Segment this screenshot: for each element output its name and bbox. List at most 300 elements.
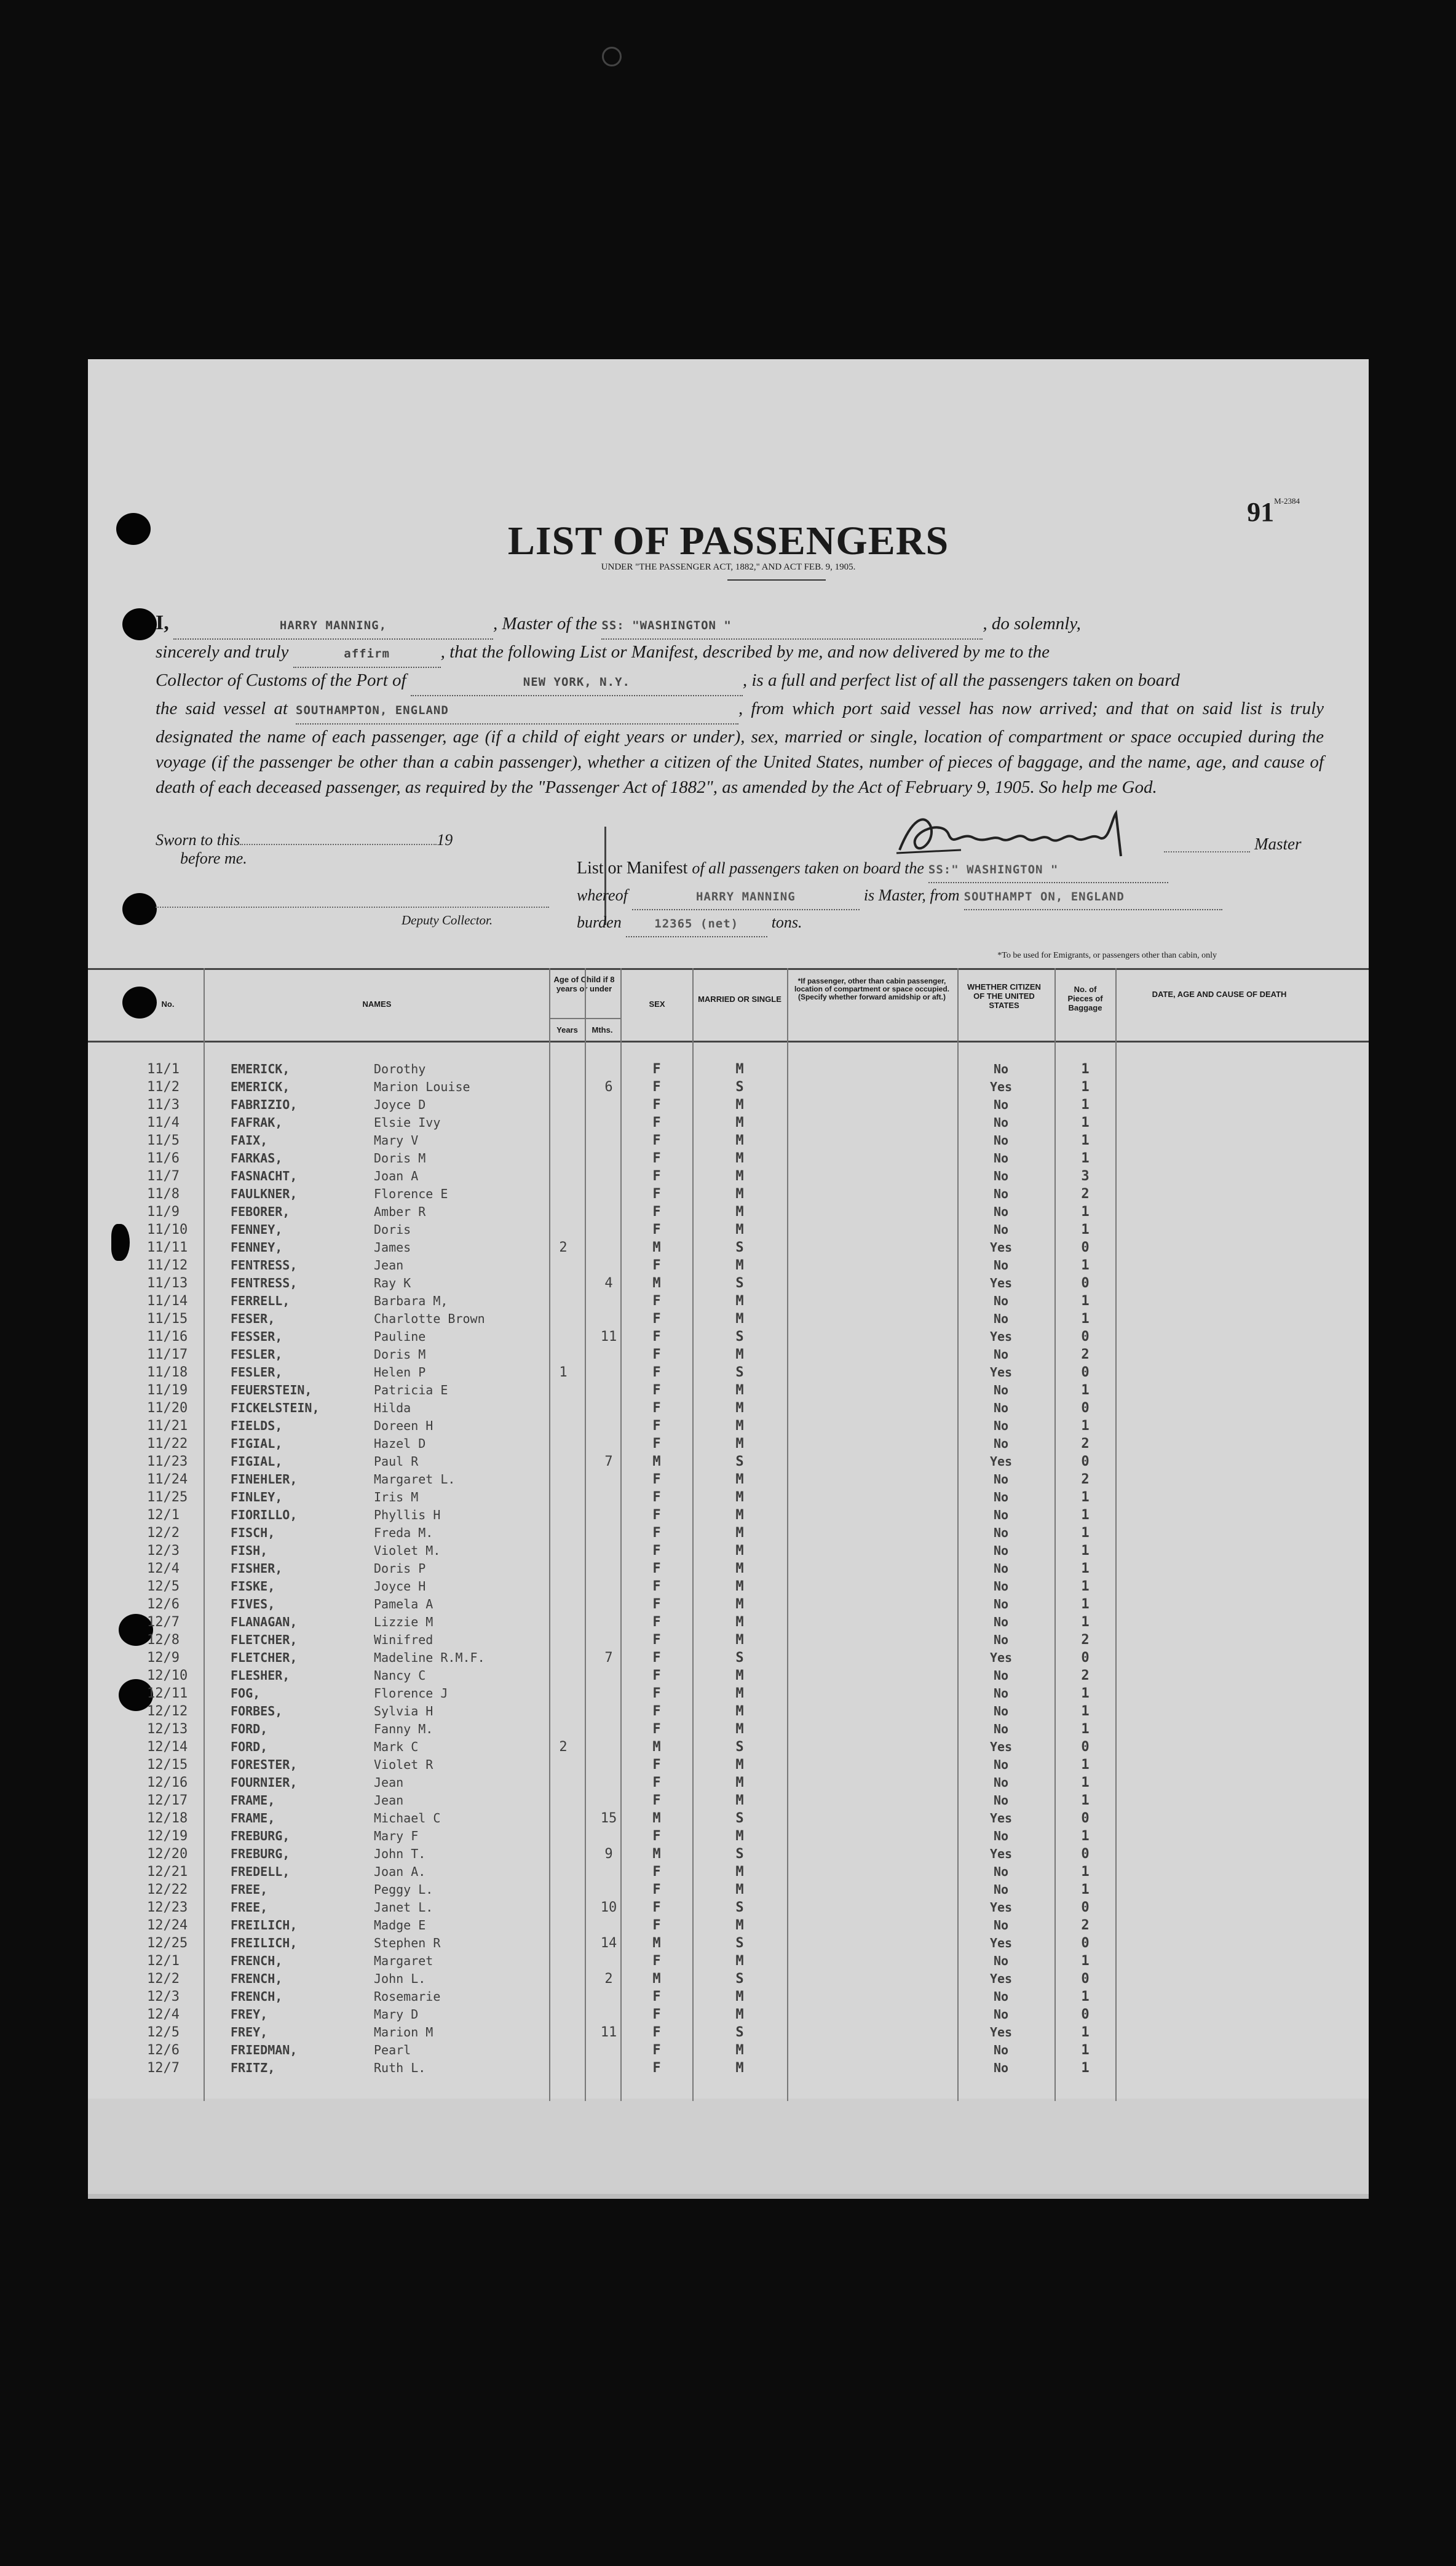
row-sex: F [652,1097,661,1113]
table-row [88,1899,1369,1917]
row-marital-status: S [735,1079,744,1095]
row-sex: F [652,1472,661,1487]
row-marital-status: S [735,1900,744,1915]
row-given-name: Doris M [374,1347,426,1362]
row-sex: F [652,1668,661,1683]
row-sex: F [652,1775,661,1790]
row-surname: FRENCH, [231,1971,283,1986]
row-given-name: Sylvia H [374,1704,433,1718]
row-baggage: 0 [1081,1936,1090,1951]
row-given-name: James [374,1240,411,1255]
table-row [88,2059,1369,2077]
row-given-name: Ray K [374,1276,411,1290]
table-row [88,1613,1369,1631]
row-baggage: 1 [1081,1525,1090,1541]
header-baggage: No. of Pieces of Baggage [1067,985,1103,1012]
row-surname: FORD, [231,1722,268,1736]
row-age-years: 1 [559,1365,568,1380]
row-sex: F [652,1650,661,1666]
punch-hole [122,608,157,640]
row-surname: FAULKNER, [231,1186,298,1201]
row-surname: FREY, [231,2007,268,2022]
row-baggage: 3 [1081,1169,1090,1184]
row-given-name: Doreen H [374,1418,433,1433]
master-oath: I, HARRY MANNING, , Master of the SS: "WASHINGTON " , do solemnly, sincerely and truly affirm , that the following List or Manifest, described by me, and now delivered by me to the Collector of Customs of the Port of NEW YORK, N.Y. , is a full and perfect list of all the passengers taken on board the said vessel at SOUTHAMPTON, ENGLAND , from which port said vessel has now arrived; and that on said list is truly designated the name of each passenger, age (if a child of eight years or under), sex, married or single, location of compartment or space occupied during the voyage (if the passenger be other than a cabin passenger), whether a citizen of the United States, number of pieces of baggage, and the name, age, and cause of death of each deceased passenger, as required by the "Passenger Act of 1882", as amended by the Act of February 9, 1905. So help me God. [156,611,1324,797]
table-row [88,1988,1369,2006]
table-row [88,1952,1369,1970]
row-number: 12/16 [147,1775,188,1790]
row-marital-status: M [735,1918,744,1933]
row-sex: M [652,1971,661,1987]
table-row [88,1310,1369,1328]
row-surname: FRAME, [231,1811,275,1825]
row-number: 11/18 [147,1365,188,1380]
row-given-name: Hazel D [374,1436,426,1451]
row-baggage: 2 [1081,1347,1090,1362]
row-baggage: 1 [1081,1829,1090,1844]
row-surname: FORD, [231,1739,268,1754]
table-row [88,2024,1369,2041]
table-row [88,1649,1369,1667]
row-number: 11/16 [147,1329,188,1345]
header-names: NAMES [362,999,392,1009]
row-sex: F [652,1543,661,1559]
row-number: 12/14 [147,1739,188,1755]
deputy-signature-line [156,907,549,908]
table-row [88,1917,1369,1934]
row-sex: F [652,1882,661,1897]
row-marital-status: M [735,1597,744,1612]
row-surname: FLANAGAN, [231,1615,298,1629]
header-no: No. [161,999,175,1009]
row-baggage: 1 [1081,1293,1090,1309]
row-sex: F [652,1525,661,1541]
row-sex: F [652,1686,661,1701]
row-citizen: No [993,1347,1009,1362]
row-sex: F [652,1436,661,1452]
row-baggage: 1 [1081,1722,1090,1737]
row-citizen: No [993,1383,1009,1397]
table-row [88,1399,1369,1417]
row-given-name: Helen P [374,1365,426,1380]
row-given-name: Hilda [374,1400,411,1415]
row-given-name: Nancy C [374,1668,426,1683]
row-citizen: No [993,1472,1009,1487]
row-marital-status: M [735,1169,744,1184]
table-row [88,1185,1369,1203]
row-number: 12/1 [147,1507,180,1523]
table-row [88,1524,1369,1542]
row-baggage: 0 [1081,1365,1090,1380]
row-baggage: 1 [1081,1864,1090,1880]
row-citizen: No [993,1722,1009,1736]
row-surname: FREY, [231,2025,268,2040]
row-sex: F [652,2043,661,2058]
row-sex: F [652,1062,661,1077]
table-row [88,1328,1369,1346]
row-citizen: No [993,1597,1009,1611]
row-number: 11/13 [147,1276,188,1291]
row-baggage: 1 [1081,1704,1090,1719]
row-marital-status: M [735,1383,744,1398]
row-number: 12/19 [147,1829,188,1844]
row-marital-status: S [735,1365,744,1380]
row-baggage: 1 [1081,1222,1090,1237]
row-number: 11/11 [147,1240,188,1255]
row-marital-status: S [735,1240,744,1255]
row-baggage: 1 [1081,1793,1090,1808]
row-given-name: Madeline R.M.F. [374,1650,485,1665]
row-given-name: Jean [374,1775,404,1790]
row-number: 12/17 [147,1793,188,1808]
row-surname: FREE, [231,1882,268,1897]
row-age-months: 10 [600,1900,617,1915]
punch-hole-top [602,47,622,66]
row-surname: EMERICK, [231,1062,290,1076]
row-sex: F [652,1383,661,1398]
row-number: 12/25 [147,1936,188,1951]
row-surname: FESER, [231,1311,275,1326]
row-sex: F [652,1079,661,1095]
row-number: 11/21 [147,1418,188,1434]
row-sex: F [652,1757,661,1773]
row-number: 12/21 [147,1864,188,1880]
table-row [88,1221,1369,1239]
row-citizen: No [993,1704,1009,1718]
row-surname: FESLER, [231,1347,283,1362]
master-label: Master [1254,835,1302,853]
table-row [88,1970,1369,1988]
row-surname: FIORILLO, [231,1507,298,1522]
row-citizen: Yes [989,1329,1013,1344]
page-title: LIST OF PASSENGERS [507,518,949,563]
row-sex: F [652,1365,661,1380]
row-age-months: 7 [604,1650,613,1666]
row-surname: FLETCHER, [231,1650,298,1665]
table-row [88,1239,1369,1257]
table-row [88,1792,1369,1809]
row-marital-status: S [735,1846,744,1862]
table-row [88,1381,1369,1399]
row-surname: FLESHER, [231,1668,290,1683]
row-number: 11/1 [147,1062,180,1077]
row-marital-status: M [735,1615,744,1630]
row-surname: FORESTER, [231,1757,298,1772]
row-given-name: Mary F [374,1829,419,1843]
table-row [88,1078,1369,1096]
row-given-name: Doris M [374,1151,426,1166]
row-given-name: Doris [374,1222,411,1237]
header-months: Mths. [592,1025,613,1035]
table-row [88,2041,1369,2059]
row-citizen: No [993,1151,1009,1166]
row-number: 12/4 [147,2007,180,2022]
row-baggage: 1 [1081,1133,1090,1148]
row-marital-status: M [735,1418,744,1434]
row-sex: F [652,1579,661,1594]
row-baggage: 1 [1081,1686,1090,1701]
row-given-name: John T. [374,1846,426,1861]
row-given-name: Rosemarie [374,1989,441,2004]
row-baggage: 1 [1081,1097,1090,1113]
row-surname: FINEHLER, [231,1472,298,1487]
row-marital-status: S [735,1454,744,1469]
row-age-months: 15 [600,1811,617,1826]
table-row [88,1595,1369,1613]
row-citizen: No [993,1989,1009,2004]
row-sex: F [652,1133,661,1148]
row-surname: FLETCHER, [231,1632,298,1647]
row-number: 12/10 [147,1668,188,1683]
row-baggage: 0 [1081,1846,1090,1862]
title-rule [727,579,826,581]
row-citizen: No [993,1062,1009,1076]
row-number: 12/13 [147,1722,188,1737]
header-citizen: WHETHER CITIZEN OF THE UNITED STATES [967,982,1041,1010]
header-married: MARRIED OR SINGLE [698,995,781,1004]
row-sex: F [652,1311,661,1327]
row-marital-status: M [735,2007,744,2022]
row-number: 12/1 [147,1953,180,1969]
row-surname: FABRIZIO, [231,1097,298,1112]
sworn-statement: Sworn to this 19 before me. [156,831,453,867]
row-surname: FISHER, [231,1561,283,1576]
row-given-name: Doris P [374,1561,426,1576]
row-number: 11/12 [147,1258,188,1273]
row-sex: F [652,1793,661,1808]
row-sex: F [652,1722,661,1737]
row-citizen: Yes [989,1739,1013,1754]
row-number: 12/7 [147,2060,180,2076]
row-citizen: No [993,1829,1009,1843]
row-citizen: No [993,1400,1009,1415]
row-surname: FARKAS, [231,1151,283,1166]
row-citizen: No [993,1561,1009,1576]
row-citizen: No [993,1097,1009,1112]
row-number: 12/20 [147,1846,188,1862]
row-baggage: 0 [1081,1900,1090,1915]
row-given-name: Madge E [374,1918,426,1932]
table-row [88,1667,1369,1685]
row-citizen: No [993,1882,1009,1897]
row-baggage: 1 [1081,1151,1090,1166]
row-baggage: 1 [1081,1258,1090,1273]
row-citizen: No [993,1507,1009,1522]
row-citizen: No [993,1668,1009,1683]
table-row [88,1881,1369,1899]
row-number: 12/2 [147,1525,180,1541]
row-baggage: 1 [1081,2060,1090,2076]
row-surname: FASNACHT, [231,1169,298,1183]
row-marital-status: S [735,1276,744,1291]
row-citizen: Yes [989,1846,1013,1861]
page-subtitle: UNDER "THE PASSENGER ACT, 1882," AND ACT FEB. 9, 1905. [601,562,856,572]
row-marital-status: S [735,1739,744,1755]
row-given-name: Marion Louise [374,1079,470,1094]
row-citizen: No [993,1490,1009,1504]
row-baggage: 1 [1081,1615,1090,1630]
row-baggage: 1 [1081,1579,1090,1594]
row-baggage: 0 [1081,1454,1090,1469]
row-sex: F [652,1561,661,1576]
row-number: 11/6 [147,1151,180,1166]
row-baggage: 0 [1081,1276,1090,1291]
row-marital-status: M [735,1133,744,1148]
row-given-name: Joyce D [374,1097,426,1112]
table-row [88,1631,1369,1649]
row-surname: FESSER, [231,1329,283,1344]
row-number: 11/22 [147,1436,188,1452]
row-baggage: 1 [1081,1953,1090,1969]
row-number: 11/19 [147,1383,188,1398]
deputy-collector-label: Deputy Collector. [402,913,493,927]
row-citizen: No [993,1436,1009,1451]
row-baggage: 1 [1081,1989,1090,2004]
row-given-name: Pearl [374,2043,411,2057]
row-citizen: No [993,1543,1009,1558]
row-number: 11/14 [147,1293,188,1309]
row-sex: F [652,1490,661,1505]
row-citizen: No [993,1311,1009,1326]
row-number: 12/24 [147,1918,188,1933]
row-surname: FOURNIER, [231,1775,298,1790]
row-baggage: 1 [1081,2043,1090,2058]
row-number: 11/25 [147,1490,188,1505]
row-given-name: Winifred [374,1632,433,1647]
row-marital-status: M [735,1490,744,1505]
row-given-name: Barbara M, [374,1293,448,1308]
row-marital-status: M [735,1704,744,1719]
row-marital-status: S [735,2025,744,2040]
row-baggage: 2 [1081,1632,1090,1648]
row-surname: FREE, [231,1900,268,1915]
row-number: 12/3 [147,1543,180,1559]
table-row [88,1702,1369,1720]
row-sex: F [652,1864,661,1880]
row-marital-status: M [735,1757,744,1773]
table-row [88,1435,1369,1453]
row-number: 12/8 [147,1632,180,1648]
passenger-manifest-page [88,359,1369,2199]
table-row [88,1203,1369,1221]
row-baggage: 0 [1081,1400,1090,1416]
row-marital-status: M [735,1097,744,1113]
row-marital-status: M [735,1258,744,1273]
row-sex: F [652,1418,661,1434]
row-citizen: No [993,1793,1009,1808]
row-given-name: Violet M. [374,1543,441,1558]
header-sex: SEX [649,999,665,1009]
row-number: 12/15 [147,1757,188,1773]
row-number: 11/2 [147,1079,180,1095]
table-row [88,1756,1369,1774]
row-surname: FERRELL, [231,1293,290,1308]
row-sex: F [652,1151,661,1166]
row-given-name: Pauline [374,1329,426,1344]
row-sex: F [652,1918,661,1933]
row-number: 12/3 [147,1989,180,2004]
row-sex: F [652,1615,661,1630]
row-citizen: No [993,1615,1009,1629]
row-surname: FISCH, [231,1525,275,1540]
page-bottom-margin [88,2099,1369,2194]
row-sex: F [652,1989,661,2004]
row-surname: FRITZ, [231,2060,275,2075]
row-marital-status: M [735,2043,744,2058]
row-baggage: 0 [1081,1971,1090,1987]
row-surname: FEUERSTEIN, [231,1383,312,1397]
row-marital-status: S [735,1329,744,1345]
row-given-name: Paul R [374,1454,419,1469]
row-given-name: Joan A [374,1169,419,1183]
row-marital-status: M [735,1829,744,1844]
row-sex: M [652,1454,661,1469]
row-age-months: 11 [600,2025,617,2040]
table-row [88,1257,1369,1274]
row-surname: FENTRESS, [231,1276,298,1290]
row-citizen: Yes [989,2025,1013,2040]
row-given-name: Marion M [374,2025,433,2040]
row-baggage: 2 [1081,1186,1090,1202]
row-marital-status: M [735,1882,744,1897]
row-marital-status: M [735,1686,744,1701]
row-sex: F [652,1186,661,1202]
row-sex: F [652,1507,661,1523]
row-marital-status: S [735,1971,744,1987]
row-number: 12/6 [147,1597,180,1612]
row-baggage: 1 [1081,1204,1090,1220]
row-marital-status: M [735,1311,744,1327]
row-sex: F [652,2007,661,2022]
row-citizen: No [993,1115,1009,1130]
row-sex: M [652,1846,661,1862]
row-number: 12/9 [147,1650,180,1666]
header-location: *If passenger, other than cabin passenger, location of compartment or space occupied. (Specify whether forward amidship or aft.) [794,977,950,1001]
row-marital-status: M [735,2060,744,2076]
row-citizen: Yes [989,1900,1013,1915]
row-age-months: 7 [604,1454,613,1469]
row-number: 11/24 [147,1472,188,1487]
row-citizen: Yes [989,1240,1013,1255]
row-sex: F [652,1953,661,1969]
row-number: 11/10 [147,1222,188,1237]
row-given-name: Fanny M. [374,1722,433,1736]
row-baggage: 2 [1081,1436,1090,1452]
table-row [88,1809,1369,1827]
row-age-months: 9 [604,1846,613,1862]
row-marital-status: M [735,1151,744,1166]
row-number: 11/3 [147,1097,180,1113]
row-surname: FREDELL, [231,1864,290,1879]
row-given-name: Ruth L. [374,2060,426,2075]
row-surname: FINLEY, [231,1490,283,1504]
row-citizen: No [993,1686,1009,1701]
row-number: 11/7 [147,1169,180,1184]
row-marital-status: S [735,1650,744,1666]
row-marital-status: M [735,1347,744,1362]
table-row [88,1827,1369,1845]
row-citizen: Yes [989,1811,1013,1825]
row-sex: F [652,1829,661,1844]
row-sex: F [652,1704,661,1719]
row-marital-status: M [735,1186,744,1202]
row-surname: FIGIAL, [231,1454,283,1469]
row-baggage: 0 [1081,1650,1090,1666]
row-sex: F [652,1293,661,1309]
row-baggage: 1 [1081,1079,1090,1095]
row-surname: FRAME, [231,1793,275,1808]
row-given-name: Lizzie M [374,1615,433,1629]
